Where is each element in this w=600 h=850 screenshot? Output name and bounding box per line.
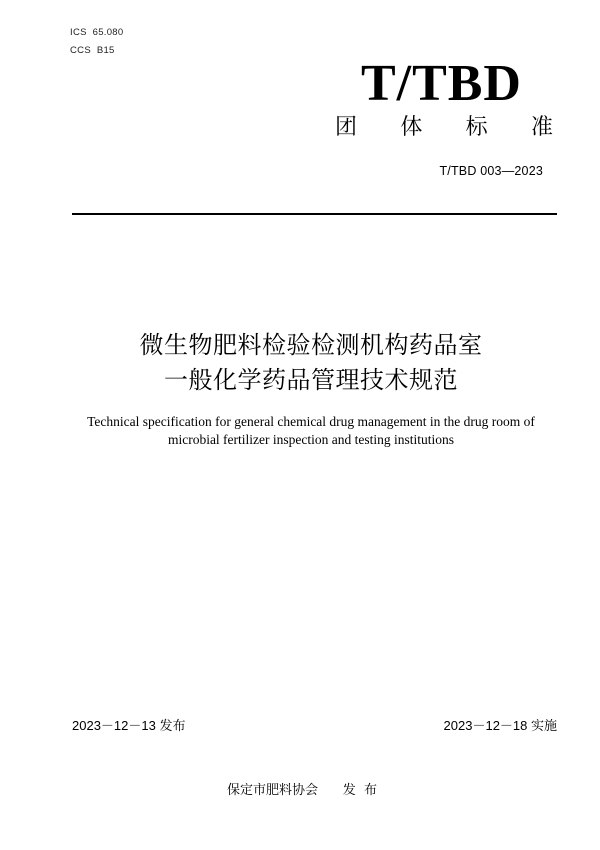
publisher: 保定市肥料协会 发 布 <box>227 783 378 798</box>
issue-date: 2023－12－13 发布 <box>72 718 186 733</box>
standard-number: T/TBD 003—2023 <box>439 164 543 178</box>
title-chinese-line-2: 一般化学药品管理技术规范 <box>164 366 458 394</box>
standard-type-char: 体 <box>400 115 423 140</box>
title-english-line-2: microbial fertilizer inspection and testing institutions <box>167 432 455 447</box>
title-chinese-line-1: 微生物肥料检验检测机构药品室 <box>139 331 483 359</box>
title-english-line-1: Technical specification for general chemical drug management in the drug room of <box>87 414 535 429</box>
standard-type-char: 标 <box>465 115 488 140</box>
ccs-code: CCS B15 <box>70 45 115 56</box>
ics-code: ICS 65.080 <box>70 27 124 38</box>
standard-type-char: 准 <box>530 115 553 140</box>
header-divider <box>72 213 557 215</box>
standard-brand-logo: T/TBD <box>360 55 522 112</box>
implementation-date: 2023－12－18 实施 <box>443 718 557 733</box>
standard-type-label <box>335 115 553 141</box>
standard-type-char: 团 <box>335 115 358 140</box>
